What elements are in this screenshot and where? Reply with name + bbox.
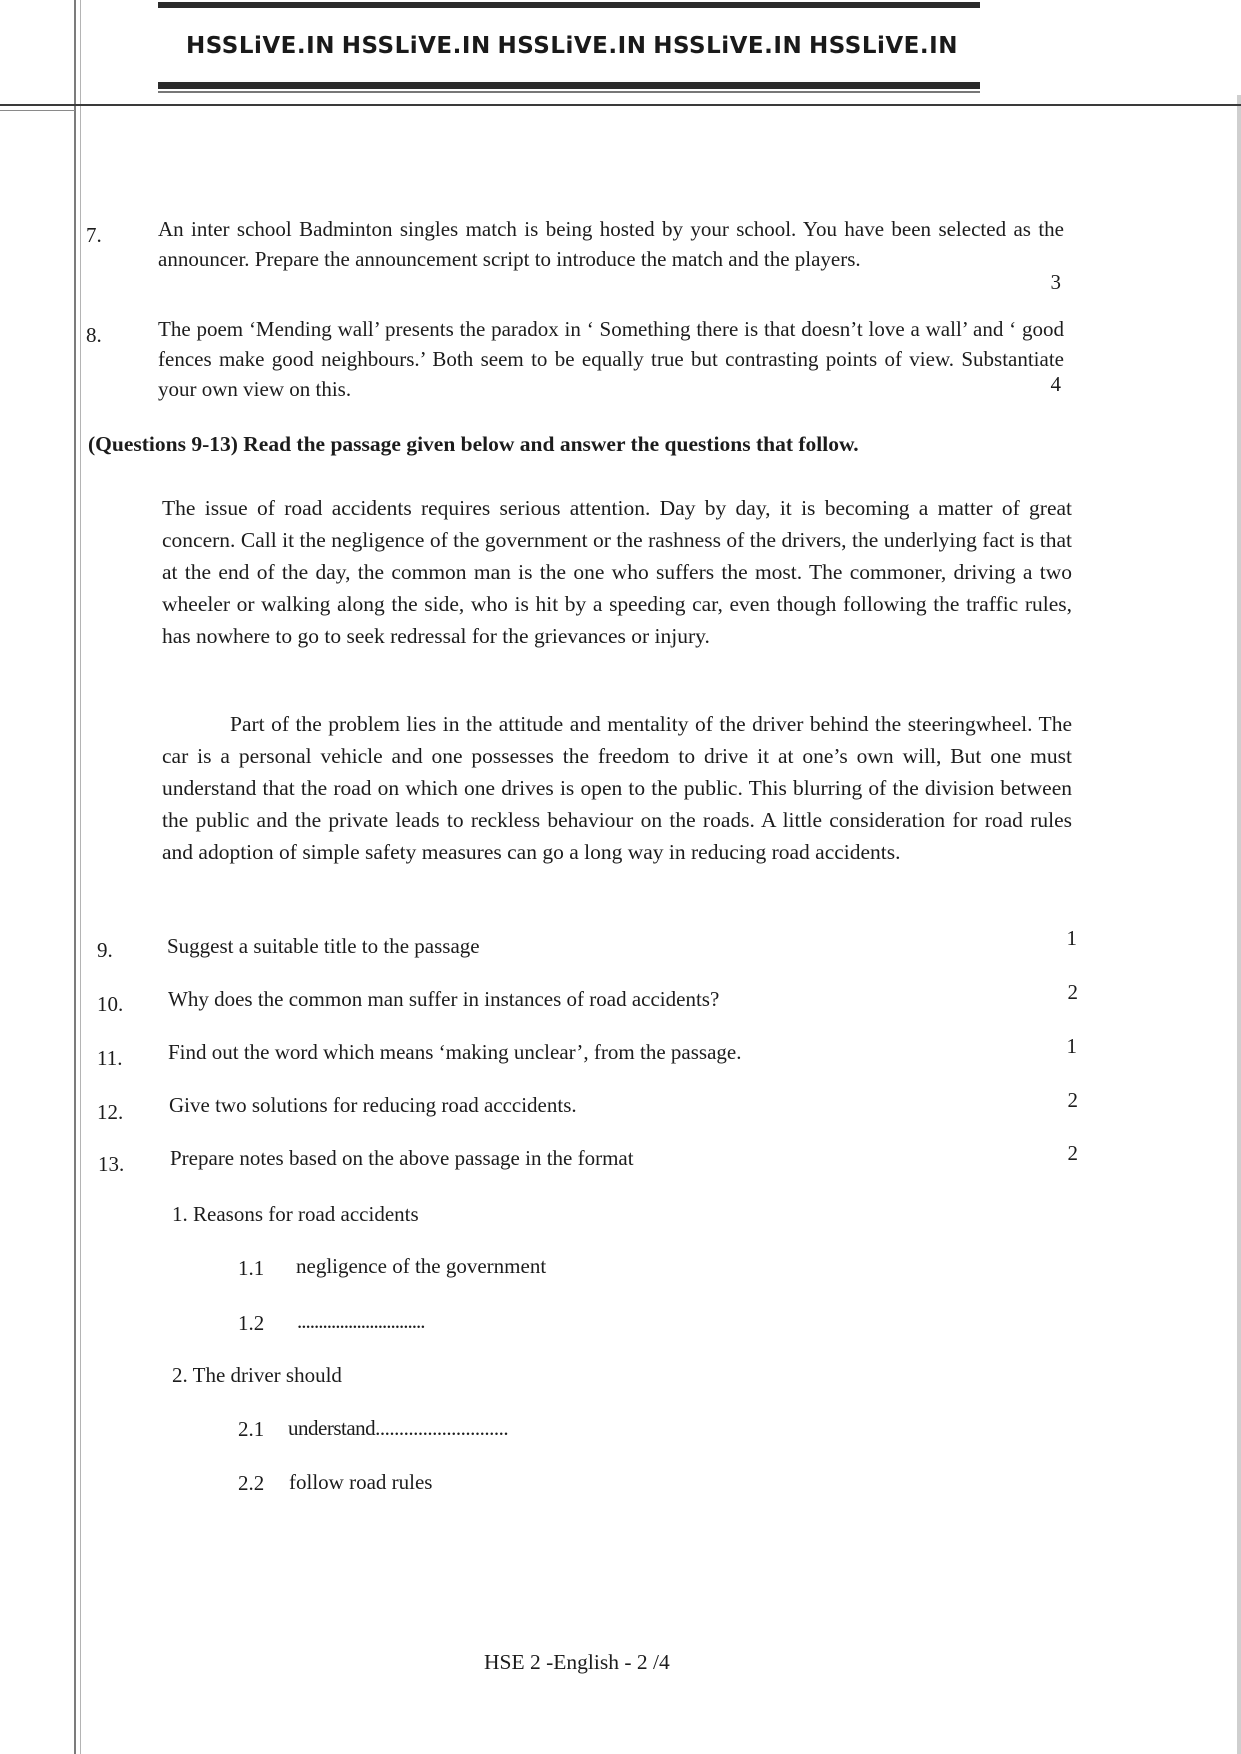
notes-item-text: understand............................ (288, 1416, 509, 1440)
question-marks: 2 (1067, 1141, 1078, 1165)
banner-item: HSSLiVE.IN (341, 33, 491, 59)
question-number: 7. (86, 223, 102, 247)
notes-heading-2: 2. The driver should (172, 1363, 342, 1387)
scan-margin-line (74, 0, 76, 1754)
banner-bottom-rule-thin (158, 91, 980, 93)
passage-paragraph: The issue of road accidents requires serious attention. Day by day, it is becoming a matter of great concern. Call it the negligence of the government or the rashness of the drivers, the underlying fact is that at the end of the day, the common man is the one who suffers the most. The commoner, driving a two wheeler or walking along the side, who is hit by a speeding car, even though following the traffic rules, has nowhere to go to seek redressal for the grievances or injury. (162, 496, 1072, 648)
header-divider (0, 104, 1241, 106)
notes-item-text: follow road rules (289, 1470, 433, 1494)
question-text: Give two solutions for reducing road acccidents. (169, 1093, 577, 1117)
question-number: 11. (97, 1046, 123, 1070)
banner-item: HSSLiVE.IN (497, 33, 647, 59)
scan-margin-line (80, 0, 81, 1754)
banner-item: HSSLiVE.IN (653, 33, 803, 59)
section-heading: (Questions 9-13) Read the passage given below and answer the questions that follow. (88, 432, 859, 456)
question-number: 9. (97, 938, 113, 962)
question-marks: 4 (1050, 372, 1061, 396)
question-number: 13. (98, 1152, 125, 1176)
question-text: Why does the common man suffer in instances of road accidents? (168, 987, 720, 1011)
notes-item-text: negligence of the government (296, 1254, 547, 1278)
notes-item-number: 1.2 (238, 1311, 265, 1335)
question-number: 10. (97, 992, 124, 1016)
notes-item-blank: .............................. (297, 1309, 425, 1333)
question-marks: 1 (1066, 926, 1077, 950)
question-number: 8. (86, 323, 102, 347)
notes-heading-1: 1. Reasons for road accidents (172, 1202, 419, 1226)
question-marks: 2 (1067, 980, 1078, 1004)
scan-edge-shadow (1237, 95, 1241, 1754)
question-marks: 2 (1067, 1088, 1078, 1112)
reading-passage (162, 708, 1072, 868)
passage-paragraph: Part of the problem lies in the attitude and mentality of the driver behind the steeringwheel. The car is a personal vehicle and one possesses the freedom to drive it at one’s own will, But one must understand that the road on which one drives is open to the public. This blurring of the division between the public and the private leads to reckless behaviour on the roads. A little consideration for road rules and adoption of simple safety measures can go a long way in reducing road accidents. (162, 712, 1072, 864)
question-text: The poem ‘Mending wall’ presents the paradox in ‘ Something there is that doesn’t love a wall’ and ‘ good fences make good neighbours.’ Both seem to be equally true but contrasting points of view. Substantiate your own view on this. (158, 317, 1064, 401)
question-number: 12. (97, 1100, 124, 1124)
banner-item: HSSLiVE.IN (809, 33, 958, 59)
header-divider-faint (0, 110, 75, 111)
question-text: Suggest a suitable title to the passage (167, 934, 480, 958)
page-footer: HSE 2 -English - 2 /4 (484, 1650, 670, 1674)
question-text: Find out the word which means ‘making unclear’, from the passage. (168, 1040, 742, 1064)
watermark-banner (158, 26, 980, 66)
notes-item-number: 2.1 (238, 1417, 265, 1441)
question-marks: 3 (1050, 270, 1061, 294)
question-marks: 1 (1066, 1034, 1077, 1058)
banner-top-rule (158, 2, 980, 8)
question-text: An inter school Badminton singles match is being hosted by your school. You have been selected as the announcer. Prepare the announcement script to introduce the match and the players. (158, 217, 1064, 271)
notes-item-number: 1.1 (238, 1256, 265, 1280)
banner-item: HSSLiVE.IN (186, 33, 335, 59)
reading-passage (162, 492, 1072, 652)
notes-item-number: 2.2 (238, 1471, 265, 1495)
banner-bottom-rule (158, 82, 980, 89)
question-text: Prepare notes based on the above passage in the format (170, 1146, 634, 1170)
